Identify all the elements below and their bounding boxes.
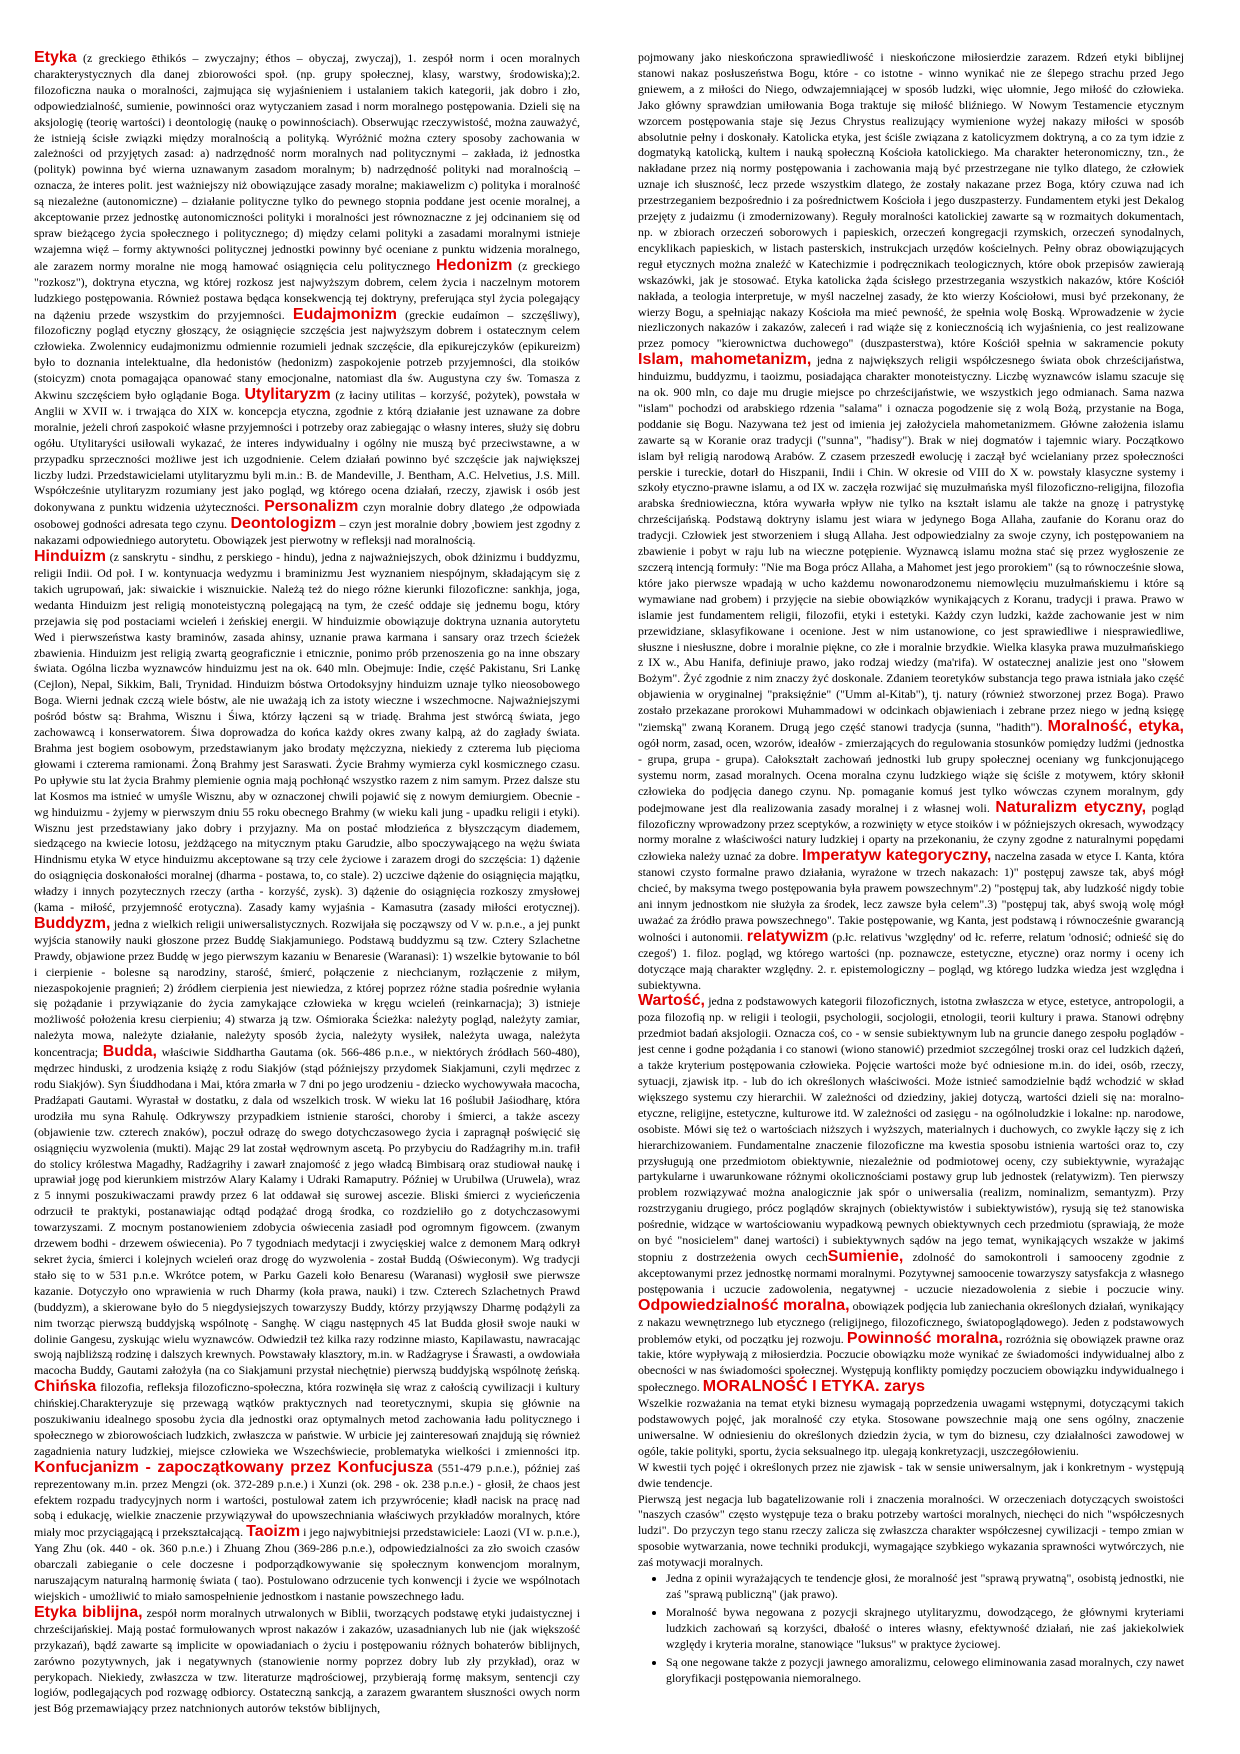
left-column [34, 50, 580, 1740]
term-personalizm: Personalizm [264, 498, 359, 516]
term-sumienie: Sumienie, [827, 1247, 904, 1265]
paragraph: Pierwszą jest negacja lub bagatelizowanie roli i znaczenia moralności. W orzeczeniach dotyczących swoistości "naszych czasów" często występuje teza o braku potrzeby wartości moralnych, niechęci do nich "współczesnych ludzi". Do przyczyn tego stanu rzeczy zalicza się zwłaszcza charakter współczesnej cywilizacji - tempo zmian w sposobie wytwarzania, nowe techniki produkcji, wymagające szybkiego wykazania sprawności wytwórczych, nie zaś motywacji moralnych. [638, 1491, 1184, 1570]
entry-text: pojmowany jako nieskończona sprawiedliwość i nieskończone miłosierdzie zarazem. Rdzeń etyki biblijnej stanowi nakaz posłuszeństwa Bogu, które - co istotne - winno wynikać nie ze ślepego strachu przed Jego gniewem, a z miłości do Niego, odwzajemniającej w sposób ludzki, więc ułomnie, Jego miłość do człowieka. Jako główny sprawdzian umiłowania Boga traktuje się miłość bliźniego. W Nowym Testamencie etycznym wzorcem postępowania staje się Jezus Chrystus realizujący wymienione wyżej nakazy miłości w sposób absolutnie pełny i doskonały. Katolicka etyka, jest ściśle związana z katolicyzmem doktryną, a co za tym idzie z dogmatyką katolicką, kultem i nauką społeczną Kościoła katolickiego. Ma charakter heteronomiczny, tzn., że nakładane przez nią normy postępowania i zachowania mają być przestrzegane nie tylko dlatego, że człowiek uznaje ich słuszność, lecz przede wszystkim dlatego, że zostały nakazane przez Boga, który czuwa nad ich przestrzeganiem bezpośrednio i za pośrednictwem Kościoła i jego duszpasterzy. Fundamentem etyki jest Dekalog przejęty z judaizmu (i zmodernizowany). Reguły moralności katolickiej zawarte są w rozmaitych dokumentach, np. w zbiorach orzeczeń soborowych i papieskich, orzeczeń kongregacji rzymskich, orzeczeń synodalnych, encyklikach papieskich, w listach pasterskich, instrukcjach urzędów kościelnych. Pełny obraz obowiązujących reguł etycznych można znaleźć w Katechizmie i podręcznikach teologicznych, które obok przepisów zawierają wskazówki, jak je stosować. Etyka katolicka żąda ścisłego przestrzegania wszystkich nakazów, które Kościół nakłada, a teologia interpretuje, w myśl naczelnej zasady, że kto wierzy Kościołowi, musi być przekonany, że wierzy Bogu, a spełniając nakazy Kościoła ma mieć pewność, że spełnia wolę Boską. Wprowadzenie w życie niezliczonych nakazów i zakazów, zaleceń i rad wiąże się z koniecznością ich wyjaśnienia, co jest realizowane przez pomocy "kierownictwa duchowego" (duszpasterstwa), które Kościół spełnia w sakramencie pokuty [638, 50, 1184, 351]
entry-text: czyn moralnie dobry dlatego ,że odpowiada osobowej godności adresata tego czynu. [34, 500, 580, 532]
entry-text: (greckie eudaímon – szczęśliwy), filozoficzny pogląd etyczny głoszący, że osiągnięcie szczęścia jest najwyższym dobrem i ostatecznym celem człowieka. Zwolennicy eudajmonizmu odmiennie rozumieli jednak szczęście, dla epikurejczyków (epikureizm) było to doznania intelektualne, dla hedonistów (hedonizm) zaspokojenie potrzeb przyjemności, dla stoików (stoicyzm) cnota pomagająca opanować stany emocjonalne, natomiast dla św. Augustyna czy św. Tomasza z Akwinu szczęściem było oglądanie Boga. [34, 307, 580, 403]
term-konfucjanizm: Konfucjanizm - zapoczątkowany przez Konfucjusza [34, 1458, 433, 1476]
term-hedonizm: Hedonizm [435, 256, 513, 274]
entry-etyka-biblijna [34, 1605, 580, 1717]
section-title: MORALNOŚĆ I ETYKA. zarys [702, 1378, 925, 1396]
entry-wartosc [638, 993, 1184, 1396]
term-relatywizm: relatywizm [746, 927, 829, 945]
entry-text: filozofia, refleksja filozoficzno-społeczna, która rozwinęła się wraz z całością cywilizacji i kultury chińskiej.Charakteryzuje się przewagą wątków praktycznych nad teoretycznymi, skupia się głównie na poszukiwaniu idealnego sposobu życia dla jednostki oraz optymalnych metod zachowania ładu politycznego i społecznego w zbiorowościach ludzkich, zwłaszcza w państwie. W urbicie jej zainteresowań znajdują się również zagadnienia natury ludzkiej, miejsce człowieka we Wszechświecie, problematyka wielkości i zmienności itp. [34, 1380, 580, 1458]
entry-text: (z sanskrytu - sindhu, z perskiego - hindu), jedna z najważniejszych, obok dżinizmu i buddyzmu, religii Indii. Od poł. I w. kontynuacja wedyzmu i braminizmu Jest wyznaniem niespójnym, składającym się z takich ugrupowań, jak: siwaickie i wisznuickie. Należą też do niego różne kierunki filozoficzne: sankhja, joga, wedanta Hinduizm jest religią monoteistyczną polegającą na tym, że cześć oddaje się jednemu bogu, który przejawia się pod postaciami wcieleń i żeńskiej energii. W hinduizmie obowiązuje doktryna uznania autorytetu Wed i pierwszeństwa kasty braminów, zasada ahinsy, uznanie prawa karmana i sansary oraz trzech ścieżek zbawienia. Hinduizm jest religią zwartą geograficznie i etnicznie, ponimo prób przenoszenia go na inne obszary świata. Ogólna liczba wyznawców hinduizmu jest na ok. 640 mln. Obejmuje: Indie, część Pakistanu, Sri Lankę (Cejlon), Nepal, Sikkim, Bali, Trynidad. Hinduizm bóstwa Ortodoksyjny hinduizm uznaje tylko nieosobowego Boga. Wierni jednak czczą wiele bóstw, ale nie uważają ich za istoty wieczne i wszechmocne. Najważniejszymi pośród bóstw są: Brahma, Wisznu i Śiwa, którzy łączeni są w triadę. Brahma jest stwórcą świata, jego zachowawcą i konserwatorem. Śiwa doprowadza do końca każdy okres zwany kalpą, aż do zagłady świata. Brahma jest bogiem osobowym, przedstawianym jako brodaty mężczyzna, niekiedy z czterema lub pięcioma głowami i czterema ramionami. Żoną Brahmy jest Saraswati. Życie Brahmy wymierza cykl kosmicznego czasu. Po upływie stu lat życia Brahmy plemienie ognia mają pochłonąć wszystko razem z nim samym. Przez dalsze stu lat Kosmos ma istnieć w umyśle Wisznu, aby w oznaczonej chwili pojawić się z nowym demiurgiem. Obecnie - wg hinduizmu - żyjemy w pierwszym dniu 55 roku obecnego Brahmy (w wieku kali jung - upadku religii i etyki). Wisznu jest przedstawiany jako dobry i przyjazny. Ma on postać młodzieńca z błyszczącym diademem, siedzącego na kwiecie lotosu, jeżdżącego na mitycznym ptaku Garudzie, albo spoczywającego na wężu świata Hindnismu etyka W etyce hinduizmu akceptowane są trzy cele życiowe i zarazem drogi do szczęścia: 1) dążenie do osiągnięcia doskonałości moralnej (dharma - postawa, to, co stale). 2) uczciwe dążenie do osiągnięcia majątku, władzy i innych pozytecznych rzeczy (artha - korzyść, zysk). 3) dążenie do osiągnięcia rozkoszy zmysłowej (kama - miłość, przyjemność erotyczna). Zasady kamy wyjaśnia - Kamasutra (zasady miłości erotycznej). [34, 550, 580, 915]
right-column [638, 50, 1184, 1740]
entry-text: naczelna zasada w etyce I. Kanta, która stanowi czysto formalne prawo działania, wyrażone w trzech nakazach: 1)" postępuj zawsze tak, abyś mógł chcieć, by maksyma twego postępowania była prawem powszechnym".2) "postępuj tak, aby ludzkość nigdy tobie ani innym jednostkom nie służyła za środek, lecz zawsze była celem".3) "postępuj tak, abyś swoją wolę mógł uważać za źródło prawa powszechnego". Takie postępowanie, wg Kanta, jest podstawą i równocześnie gwarancją wolności i autonomii. [638, 849, 1184, 944]
term-eudajmonizm: Eudajmonizm [292, 305, 397, 323]
term-islam: Islam, mahometanizm, [638, 351, 812, 369]
entry-text: (z greckiego "rozkosz"), doktryna etyczna, wg której rozkosz jest najwyższym dobrem, celem życia i naczelnym motorem ludzkiego postępowania. Również postawa będąca konsekwencją tej doktryny, preferująca styl życia polegający na dążeniu przede wszystkim do przyjemności. [34, 258, 580, 322]
term-etyka: Etyka [34, 50, 77, 66]
entry-text: i jego najwybitniejsi przedstawiciele: Laozi (VI w. p.n.e.), Yang Zhu (ok. 440 - ok. 360 p.n.e.) i Zhuang Zhou (369-286 p.n.e.), odpowiedzialności za zło swoich czasów obarczali zabieganie o cele doczesne i podporządkowywanie się społecznym konwencjom moralnym, naruszającym naturalną harmonię świata ( tao). Postulowano odrzucenie tych konwencji i życie we wspólnotach wiejskich - umożliwić to miało samospełnienie jednostkom i nastanie powszechnego ładu. [34, 1525, 580, 1603]
entry-text: (551-479 p.n.e.), później zaś reprezentowany m.in. przez Mengzi (ok. 372-289 p.n.e.) i Xunzi (ok. 298 - ok. 238 p.n.e.) - głosił, że chaos jest efektem rozpadu tradycyjnych norm i wartości, postulował zatem ich przywrócenie; kładł nacisk na pracę nad sobą i edukację, wielkie znaczenie przywiązywał do upowszechniania właściwych przykładów moralnych, które miały moc przyciągającą i przekształcającą. [34, 1460, 580, 1540]
term-buddyzm: Buddyzm, [34, 914, 111, 932]
term-etyka-biblijna: Etyka biblijna, [34, 1603, 143, 1621]
list-item: • Jedna z opinii wyrażających te tendencje głosi, że moralność jest "sprawą prywatną", osobistą jednostki, nie zaś "sprawą publiczną" (jak prawo). [666, 1571, 1184, 1603]
entry-text: jedna z największych religii współczesnego świata obok chrześcijaństwa, hinduizmu, buddyzmu, i taoizmu, posiadająca charakter monoteistyczny. Liczbę wyznawców islamu szacuje się na ok. 900 mln, co daje mu drugie miejsce po chrześcijaństwie, we wszystkich jego odmianach. Sama nazwa "islam" pochodzi od arabskiego rdzenia "salama" i oznacza pogodzenie się z wolą Bożą, przystanie na Boga, poddanie się Bogu. Nazywana też jest od imienia jej założyciela mahometanizmem. Główne założenia islamu zawarte są w Koranie oraz tradycji ("sunna", "hadisy"). Brak w niej dogmatów i tajemnic wiary. Początkowo islam był religią narodową Arabów. Z czasem przeszedł ewolucję i zaczął być wcielaniany przez społeczności perskie i tureckie, dotarł do Hiszpanii, Indii i Chin. W okresie od VIII do X w. powstały klasyczne systemy i szkoły etyczno-prawne islamu, a od IX w. zaczęła rozwijać się muzułmańska myśl filozoficzno-religijna, filozofia arabska średniowieczna, która wywarła wpływ nie tylko na kształt islamu ale także na gnozę i patrystykę chrześcijańską. Podstawą doktryny islamu jest wiara w jedynego Boga Allaha, zaufanie do Koranu oraz do tradycji. Człowiek jest stworzeniem i sługą Allaha. Jest odpowiedzialny za swoje czyny, ich postępowaniem na zbawienie i pobyt w raju lub na wieczne potępienie. Wyznawcą islamu można stać się przez wygłoszenie ze szczerą intencją formuły: "Nie ma Boga prócz Allaha, a Mahomet jest jego prorokiem" (są to równocześnie słowa, które jako pierwsze wpadają w ucho każdemu nowonarodzonemu niemowlęciu muzułmańskiemu i które są wymawiane nad grobem) i przyjęcie na siebie obowiązków wynikających z Koranu, tradycji i prawa. Prawo w islamie jest fundamentem religii, filozofii, etyki i estetyki. Każdy czyn ludzki, każde zachowanie jest w nim przewidziane, sklasyfikowane i ocenione. Jest w nim ustanowione, co jest sprawiedliwe i niesprawiedliwe, słuszne i niesłuszne, dobre i moralnie piękne, co złe i moralnie brzydkie. Wielka klasyka prawa muzułmańskiego z IX w., Abu Hanifa, definiuje prawo, jako rodzaj wiedzy (ma'rifa). W ostatecznej analizie jest ono "słowem Bożym". Żyć zgodnie z nim znaczy żyć doskonale. Zdaniem teoretyków substancja tego prawa istniała jako część objawienia w oryginalnej "praksięźnie" ("Umm al-Kitab"), tj. natury (również stworzonej przez Boga). Prawo zostało przekazane prorokowi Muhammadowi w odcinkach objawieniach i zebrane przez niego w jedną księgę "ziemską" zwaną Koranem. Drugą jego część stanowi tradycja (sunna, "hadith"). [638, 353, 1184, 735]
term-powinnosc: Powinność moralna, [846, 1329, 1003, 1347]
paragraph: Wszelkie rozważania na temat etyki biznesu wymagają poprzedzenia uwagami wstępnymi, dotyczącymi takich podstawowych pojęć, jak moralność czy etyka. Stosowane powszechnie mają one sens ogólny, znaczenie uniwersalne. W odniesieniu do określonych dziedzin życia, w tym do biznesu, czy działalności zawodowej w ogóle, takie polityki, sportu, życia seksualnego itp. ulegają konkretyzacji, uszczegółowieniu. [638, 1396, 1184, 1458]
entry-text: (z greckiego ēthikós – zwyczajny; éthos – obyczaj, zwyczaj), 1. zespół norm i ocen moralnych charakterystycznych dla danej zbiorowości społ. (np. grupy społecznej, klasy, warstwy, środowiska);2. filozoficzna nauka o moralności, zajmująca się wyjaśnieniem i ustalaniem takich kategorii, jak dobro i zło, odpowiedzialność, sumienie, powinności oraz wytyczaniem zasad i norm moralnego postępowania. Dzieli się na aksjologię (teorię wartości) i deontologię (naukę o powinnościach). Obserwując rzeczywistość, można zauważyć, że istnieją ścisłe związki między moralnością a polityką. Wyróżnić można cztery sposoby zachowania w zależności od przyjętych zasad: a) nadrzędność norm moralnych nad politycznymi – zakłada, iż jednostka (polityk) powinna być wierna uznawanym zasadom moralnym; b) nadrzędność polityki nad moralnością – oznacza, że interes polit. jest ważniejszy niż obowiązujące zasady moralne; makiawelizm c) polityka i moralność są niezależne (autonomiczne) – działanie polityczne tylko do pewnego stopnia poddane jest ocenie moralnej, a akceptowanie przez jednostkę autonomiczności polityki i moralności jest równoznaczne z jej odcinaniem się od spraw bieżącego życia społecznego i politycznego; d) między celami polityki a zasadami moralnymi istnieje wzajemna więź – formy aktywności politycznej jednostki powinny być oceniane z punktu widzenia moralnego, ale zarazem normy moralne nie mogą hamować osiągnięcia celu politycznego [34, 51, 580, 273]
term-taoizm: Taoizm [246, 1523, 301, 1541]
term-odpowiedzialnosc: Odpowiedzialność moralna, [638, 1296, 850, 1314]
paragraph: W kwestii tych pojęć i określonych przez nie zjawisk - tak w sensie uniwersalnym, jak i konkretnym - występują dwie tendencje. [638, 1459, 1184, 1490]
entry-text: właściwie Siddhartha Gautama (ok. 566-486 p.n.e., w niektórych źródłach 560-480), mędrzec hinduski, z urodzenia książę z rodu Siakjów (stąd późniejszy przydomek Siakjamuni, czyli mędrzec z rodu Siakjów). Syn Śiuddhodana i Mai, która zmarła w 7 dni po jego urodzeniu - dziecko wychowywała macocha, Pradźapati Gautami. Wyrastał w dostatku, z dala od wszelkich trosk. W wieku lat 16 poślubił Jaśiodharę, która urodziła mu syna Rahulę. Odkrywszy przypadkiem istnienie starości, choroby i śmierci, a także ascezy (objawienie tzw. czterech znaków), poczuł odrazę do swego dotychczasowego życia i zapragnął poświęcić się osiągnięciu wyzwolenia (mukti). Mając 29 lat został wędrownym ascetą. Po przybyciu do Radźagrihy m.in. trafił do stolicy królestwa Magadhy, Radźagrihy i zawarł znajomość z jego władcą Bimbisarą oraz studiował naukę i uprawiał jogę pod kierunkiem mistrzów Alary Kalamy i Udraki Ramaputry. Później w Urubilwa (Uruwela), wraz z 5 innymi poszukiwaczami prawdy przez 6 lat oddawał się surowej ascezie. Bliski śmierci z wycieńczenia odrzucił te praktyki, postanawiając odtąd podążać drogą środka, co rozdzieliło go z dotychczasowymi towarzyszami. Z mocnym postanowieniem zdobycia oświecenia zasiadł pod ogromnym figowcem. (zwanym drzewem bodhi - drzewem oświecenia). Po 7 tygodniach medytacji i zwycięskiej walce z demonem Marą odkrył sekret życia, śmierci i kolejnych wcieleń oraz drogę do wyzwolenia - został Buddą (Oświeconym). Wg tradycji stało się to w 531 p.n.e. Wkrótce potem, w Parku Gazeli koło Benaresu (Waranasi) wygłosił swe pierwsze kazanie. Dotyczyło ono wprawienia w ruch Dharmy (koła prawa, nauki) i tzw. Czterech Szlachetnych Prawd (buddyzm), a skierowane było do 5 niegdysiejszych towarzyszy Buddy, którzy przyjąwszy Dharmę podążyli za nim tworząc pierwszą buddyjską wspólnotę - Sanghę. W ciągu następnych 45 lat Budda głosił swoje nauki w dolinie Gangesu, zyskując wielu wyznawców. Odwiedził też kilka razy rodzinne miasto, Kapilawastu, nawracając swoją najbliższą rodzinę i dalszych krewnych. Powstawały klasztory, m.in. w Radźagryse i Śrawasti, a owdowiała macocha Buddy, Gautami założyła (na co Siakjamuni przystał niechętnie) pierwszą buddyjską wspólnotę żeńską. [34, 1045, 580, 1378]
term-imperatyw: Imperatyw kategoryczny, [801, 847, 992, 865]
term-utylitaryzm: Utylitaryzm [244, 386, 331, 404]
term-chinska: Chińska [34, 1378, 97, 1396]
list-item: • Są one negowane także z pozycji jawnego amoralizmu, celowego eliminowania zasad moralnych, czy nawet gloryfikacji postępowania niemoralnego. [666, 1655, 1184, 1687]
term-deontologizm: Deontologizm [230, 515, 337, 533]
entry-hinduizm [34, 549, 580, 1605]
entry-continuation [638, 50, 1184, 993]
entry-text: jedna z wielkich religii uniwersalistycznych. Rozwijała się począwszy od V w. p.n.e., a jej punkt wyjścia stanowiły nauki głoszone przez Buddę Siakjamuniego. Podstawą buddyzmu są tzw. Cztery Szlachetne Prawdy, objawione przez Buddę w jego pierwszym kazaniu w Benaresie (Waranasi): 1) wszelkie bytowanie to ból i cierpienie - bolesne są narodziny, starość, śmierć, połączenie z niechcianym, rozłączenie z miłym, niezaspokojenie pragnień; 2) źródłem cierpienia jest niewiedza, z której poprzez różne stadia pośrednie wyłania się pożądanie i przywiązanie do życia zamykające człowieka w kręgu wcieleń (reinkarnacja); 3) istnieje możliwość położenia kresu cierpieniu; 4) stwarza ją tzw. Ośmioraka Ścieżka: należyty pogląd, należyty zamiar, należyta mowa, należyte działanie, należyty sposób życia, należyty wysiłek, należyta uwaga, należyta koncentracja; [34, 916, 580, 1060]
entry-text: rozróżnia się obowiązek prawne oraz takie, które wypływają z miłosierdzia. Poczucie obowiązku może wynikać ze świadomości indywidualnej albo z obecności w nas świadomości społecznej. Występują konflikty pomiędzy poczuciem obowiązku indywidualnego i społecznego. [638, 1331, 1184, 1395]
entry-text: – czyn jest moralnie dobry ,bowiem jest zgodny z nakazami odpowiedniego autorytetu. Obowiązek jest pierwotny w refleksji nad moralnością. [34, 517, 580, 548]
entry-text: (p.łc. relativus 'względny' od łc. referre, relatum 'odnosić; odnieść się do czegoś') 1. filoz. pogląd, wg którego wartości (np. poznawcze, estetyczne, etyczne) oraz normy i oceny ich dotyczące mają charakter względny. 2. r. epistemologiczny – pogląd, wg którego ludzka wiedza jest względna i subiektywna. [638, 929, 1184, 992]
term-naturalizm: Naturalizm etyczny, [995, 798, 1147, 816]
entry-text: (z łaciny utilitas – korzyść, pożytek), powstała w Anglii w XVII w. i trwająca do XIX w. koncepcja etyczna, zgodnie z którą działanie jest uznawane za dobre moralnie, jeżeli chroń zaspokoić własne przyjemności i potrzeby oraz zabiegając o własny interes, służy się dobru ogółu. Utylitaryści usiłowali wykazać, że interes indywidualny i ogólny nie muszą być przeciwstawne, a w przypadku sprzeczności możliwe jest ich uzgodnienie. Celem działań powinno być szczęście jak największej liczby ludzi. Przedstawicielami utylitaryzmu byli m.in.: B. de Mandeville, J. Bentham, A.C. Helvetius, J.S. Mill. Współcześnie utylitaryzm rozumiany jest jako pogląd, wg którego ocena działań, rzeczy, zjawisk i osób jest dokonywana z punktu widzenia użyteczności. [34, 388, 580, 515]
entry-text: jedna z podstawowych kategorii filozoficznych, istotna zwłaszcza w etyce, estetyce, antropologii, a poza filozofią np. w religii i teologii, psychologii, socjologii, etnologii, teorii kultury i prawa. Stanowi odrębny przedmiot badań aksjologii. Oznacza coś, co - w sensie subiektywnym lub na gruncie danego zespołu poglądów - jest cenne i godne pożądania i co stanowi (wiono stanowić) przedmiot szczególnej troski oraz cel ludzkich dążeń, a także kryterium postępowania człowieka. Pojęcie wartości może być odniesione m.in. do idei, osób, rzeczy, sytuacji, zjawisk itp. - lub do ich określonych właściwości. Może istnieć samodzielnie bądź wchodzić w skład większego systemu czy hierarchii. W zależności od dziedziny, jakiej dotyczą, wartości dzieli się na: moralno-etyczne, religijne, estetyczne, kulturowe itd. W zależności od zasięgu - na ogólnoludzkie i lokalne: np. narodowe, osobiste. Mówi się też o wartościach niższych i wyższych, materialnych i duchowych, co zwykle łączy się z ich hierarchizowaniem. Fundamentalne znaczenie filozoficzne ma kwestia sposobu istnienia wartości oraz to, czy przysługują one przedmiotom obiektywnie, niezależnie od podmiotowej oceny, czy subiektywnie, wyrażając partykularne i uwarunkowane różnymi okolicznościami postawy grup lub jednostek (relatywizm). Ten pierwszy problem rozwiązywać można analogicznie jak spór o uniwersalia (realizm, nominalizm, semantyzm). Przy rozstrzyganiu drugiego, prócz poglądów skrajnych (obiektywistów i subiektywistów), rysują się też stanowiska pośrednie, widzące w wartościowaniu wypadkową pewnych obiektywnych cech przedmiotu (sprawiają, że może on być "nosicielem" danej wartości) i subiektywnych sądów na jego temat, wynikających wszakże w jakimś stopniu z dostrzeżenia owych cech [638, 994, 1184, 1264]
list-item: • Moralność bywa negowana z pozycji skrajnego utylitaryzmu, dowodzącego, że głównymi kryteriami ludzkich zachowań są korzyści, dbałość o interes własny, efektywność działań, nie zaś jakiekolwiek względy i kryteria moralne, stanowiące "luksus" w praktyce życiowej. [666, 1605, 1184, 1653]
bullet-list [638, 1571, 1184, 1686]
term-budda: Budda, [102, 1043, 157, 1061]
entry-text: ogół norm, zasad, ocen, wzorów, ideałów - zmierzających do regulowania stosunków pomiędzy ludźmi (jednostka - grupa, grupa - grupa). Całokształt zachowań jednostki lub grupy społecznej oceniany wg funkcjonującego systemu norm, zasad moralnych. Ocena moralna czynu ludzkiego wiąże się ściśle z motywem, który skłonił człowieka do podjęcia danego czynu. Np. pomaganie komuś jest tylko wówczas czynem moralnym, gdy podejmowane jest dla realizowania zasady moralnej i z własnej woli. [638, 735, 1184, 815]
term-hinduizm: Hinduizm [34, 548, 106, 566]
entry-etyka [34, 50, 580, 549]
entry-text: zdolność do samokontroli i samooceny zgodnie z akceptowanymi przez jednostkę normami moralnymi. Pozytywnej samoocenie towarzyszy satysfakcja z własnego postępowania i uczucie zadowolenia, negatywnej - uczucie niezadowolenia z siebie i poczucie winy. [638, 1249, 1184, 1296]
entry-text: pogląd filozoficzny wprowadzony przez sceptyków, a rozwinięty w etyce stoików i w późniejszych okresach, wywodzący normy moralne z właściwości natury ludzkiej i oparty na przekonaniu, że czyny zgodne z naturalnymi popędami człowieka należy uznać za dobre. [638, 800, 1184, 864]
entry-text: zespół norm moralnych utrwalonych w Biblii, tworzących podstawę etyki judaistycznej i chrześcijańskiej. Mają postać formułowanych wprost nakazów i zakazów, uzasadnianych lub nie (jak większość przykazań), bądź zawarte są implicite w opowiadaniach o życiu i postępowaniu różnych bohaterów biblijnych, zarówno pozytywnych, jak i negatywnych (stanowienie normy poprzez dobry lub zły przykład), oraz w perykopach. Niekiedy, zwłaszcza w tzw. literaturze mądrościowej, przybierają formę maksym, sentencji czy logiów, podlegających pod rozwagę odbiorcy. Ostateczną sankcją, a zarazem gwarantem słuszności owych norm jest Bóg przemawiający przez natchnionych autorów tekstów biblijnych, [34, 1605, 580, 1716]
term-moralnosc: Moralność, etyka, [1047, 718, 1184, 736]
entry-text: obowiązek podjęcia lub zaniechania określonych działań, wynikający z nakazu wewnętrznego lub etycznego (religijnego, filozoficznego, światopoglądowego). Jeden z podstawowych problemów etyki, od początku jej rozwoju. [638, 1298, 1184, 1346]
term-wartosc: Wartość, [638, 992, 705, 1010]
